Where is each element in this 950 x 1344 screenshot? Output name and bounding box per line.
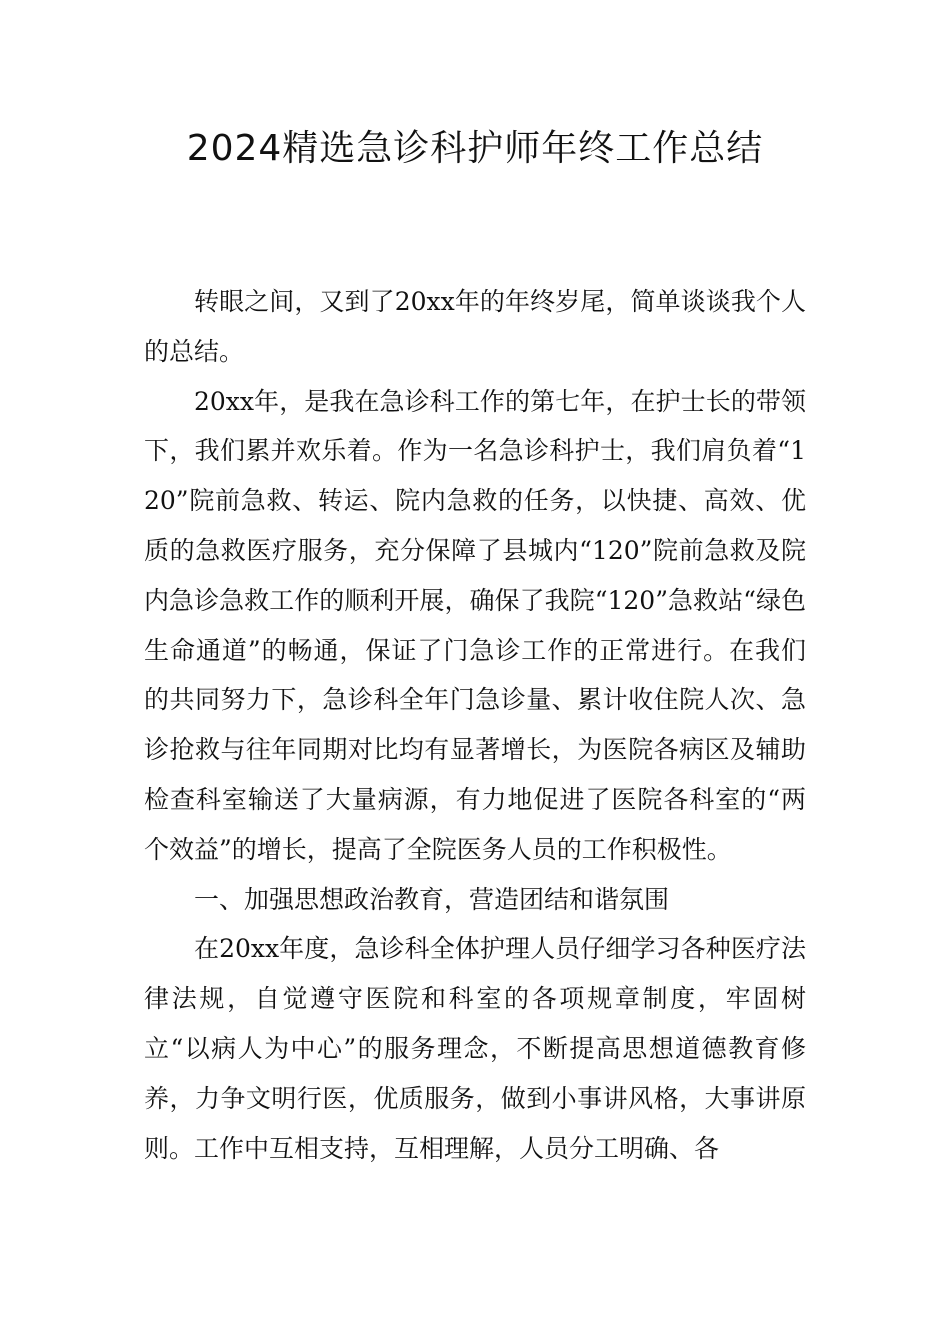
section-heading-1: 一、加强思想政治教育，营造团结和谐氛围 [194,884,670,914]
paragraph-intro: 转眼之间，又到了20xx年的年终岁尾，简单谈谈我个人的总结。 [144,287,806,366]
paragraph-overview: 20xx年，是我在急诊科工作的第七年，在护士长的带领下，我们累并欢乐着。作为一名急诊科护士，我们肩负着“120”院前急救、转运、院内急救的任务，以快捷、高效、优质的急救医疗服务，充分保障了县城内“120”院前急救及院内急诊急救工作的顺利开展，确保了我院“120”急救站“绿色生命通道”的畅通，保证了门急诊工作的正常进行。在我们的共同努力下，急诊科全年门急诊量、累计收住院人次、急诊抢救与往年同期对比均有显著增长，为医院各病区及辅助检查科室输送了大量病源，有力地促进了医院各科室的“两个效益”的增长，提高了全院医务人员的工作积极性。 [144,386,806,864]
paragraph-section-1: 在20xx年度，急诊科全体护理人员仔细学习各种医疗法律法规，自觉遵守医院和科室的各项规章制度，牢固树立“以病人为中心”的服务理念，不断提高思想道德教育修养，力争文明行医，优质服务，做到小事讲风格，大事讲原则。工作中互相支持，互相理解，人员分工明确、各 [144,934,806,1163]
document-body [144,277,806,1173]
document-title: 2024精选急诊科护师年终工作总结 [186,128,764,169]
